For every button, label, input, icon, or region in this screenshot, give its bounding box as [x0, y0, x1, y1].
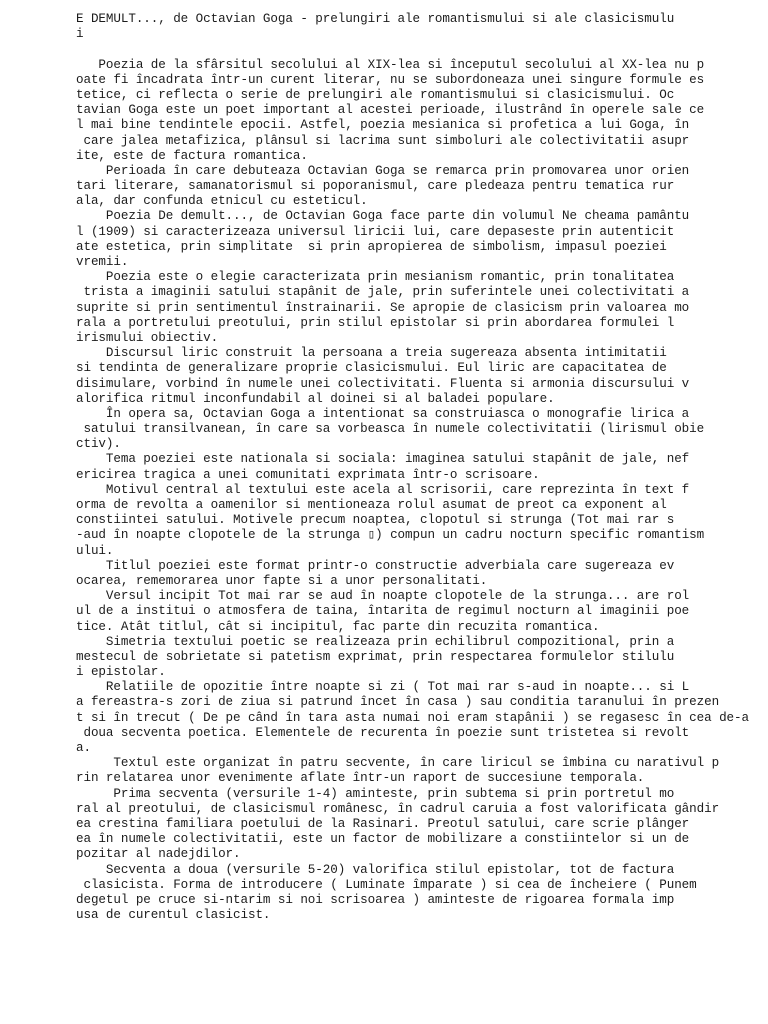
text-line: ctiv).	[76, 437, 121, 452]
text-line: disimulare, vorbind în numele unei colectivitati. Fluenta si armonia discursului v	[76, 376, 690, 391]
text-line: mestecul de sobrietate si patetism exprimat, prin respectarea formulelor stilulu	[76, 649, 675, 664]
text-line: Motivul central al textului este acela al scrisorii, care reprezinta în text f	[76, 482, 690, 497]
text-line: ea crestina familiara poetului de la Rasinari. Preotul satului, care scrie plânger	[76, 816, 690, 831]
text-line: i epistolar.	[76, 665, 166, 680]
title-line: E DEMULT..., de Octavian Goga - prelungiri ale romantismului si ale clasicismulu	[76, 12, 675, 26]
text-line: Tema poeziei este nationala si sociala: imaginea satului stapânit de jale, nef	[76, 452, 690, 467]
text-line: a.	[76, 741, 91, 755]
text-line: ate estetica, prin simplitate si prin apropierea de simbolism, impasul poeziei	[76, 239, 667, 254]
text-line: rin relatarea unor evenimente aflate într-un raport de succesiune temporala.	[76, 771, 645, 786]
text-line: l (1909) si caracterizeaza universul liricii lui, care depaseste prin autenticit	[76, 224, 675, 239]
text-line	[76, 42, 766, 57]
text-line: ul de a institui o atmosfera de taina, întarita de regimul nocturn al imaginii poe	[76, 604, 690, 619]
text-line: În opera sa, Octavian Goga a intentionat sa construiasca o monografie lirica a	[76, 406, 690, 421]
text-line: t si în trecut ( De pe când în tara asta numai noi eram stapânii ) se regasesc în cea de-a	[76, 710, 749, 725]
text-line: Discursul liric construit la persoana a treia sugereaza absenta intimitatii	[76, 346, 667, 361]
text-line: rala a portretului preotului, prin stilul epistolar si prin abordarea formulei l	[76, 315, 675, 330]
text-line: Textul este organizat în patru secvente, în care liricul se îmbina cu narativul p	[76, 756, 720, 771]
document-body	[76, 12, 766, 923]
text-line: Poezia de la sfârsitul secolului al XIX-lea si începutul secolului al XX-lea nu p	[76, 57, 705, 72]
text-line: Poezia De demult..., de Octavian Goga face parte din volumul Ne cheama pamântu	[76, 209, 690, 224]
text-line: Prima secventa (versurile 1-4) aminteste, prin subtema si prin portretul mo	[76, 786, 675, 801]
text-line: usa de curentul clasicist.	[76, 908, 271, 923]
text-line: l mai bine tendintele epocii. Astfel, poezia mesianica si profetica a lui Goga, în	[76, 118, 690, 133]
title-line: i	[76, 27, 84, 42]
text-line: clasicista. Forma de introducere ( Luminate împarate ) si cea de încheiere ( Punem	[76, 877, 697, 892]
text-line: constiintei satului. Motivele precum noaptea, clopotul si strunga (Tot mai rar s	[76, 513, 675, 528]
text-line: care jalea metafizica, plânsul si lacrima sunt simboluri ale colectivitatii asupr	[76, 133, 690, 148]
text-line: trista a imaginii satului stapânit de jale, prin suferintele unei colectivitati a	[76, 285, 690, 300]
text-line: ericirea tragica a unei comunitati exprimata într-o scrisoare.	[76, 467, 540, 482]
text-line: ala, dar confunda etnicul cu esteticul.	[76, 194, 368, 209]
text-line: Perioada în care debuteaza Octavian Goga se remarca prin promovarea unor orien	[76, 163, 690, 178]
text-line: Versul incipit Tot mai rar se aud în noapte clopotele de la strunga... are rol	[76, 589, 690, 604]
text-line: Poezia este o elegie caracterizata prin mesianism romantic, prin tonalitatea	[76, 270, 675, 285]
text-line: tari literare, samanatorismul si poporanismul, care pledeaza pentru tematica rur	[76, 179, 675, 194]
text-line: satului transilvanean, în care sa vorbeasca în numele colectivitatii (lirismul obie	[76, 422, 705, 437]
text-line: pozitar al nadejdilor.	[76, 847, 241, 862]
text-line: -aud în noapte clopotele de la strunga ▯) compun un cadru nocturn specific romantism	[76, 528, 705, 543]
text-line: Secventa a doua (versurile 5-20) valorifica stilul epistolar, tot de factura	[76, 862, 675, 877]
text-line: degetul pe cruce si-ntarim si noi scrisoarea ) aminteste de rigoarea formala imp	[76, 892, 675, 907]
text-line: si tendinta de generalizare proprie clasicismului. Eul liric are capacitatea de	[76, 361, 667, 376]
text-line: ite, este de factura romantica.	[76, 148, 308, 163]
text-line: ului.	[76, 543, 114, 558]
text-line: irismului obiectiv.	[76, 330, 219, 345]
text-line: tetice, ci reflecta o serie de prelungiri ale romantismului si clasicismului. Oc	[76, 87, 675, 102]
text-line: a fereastra-s zori de ziua si patrund încet în casa ) sau conditia taranului în prezen	[76, 695, 720, 710]
text-line: alorifica ritmul inconfundabil al doinei si al baladei populare.	[76, 391, 555, 406]
text-line: tavian Goga este un poet important al acestei perioade, ilustrând în operele sale ce	[76, 103, 705, 118]
text-line: doua secventa poetica. Elementele de recurenta în poezie sunt tristetea si revolt	[76, 725, 690, 740]
text-line: Relatiile de opozitie între noapte si zi ( Tot mai rar s-aud in noapte... si L	[76, 680, 690, 695]
text-line: ea în numele colectivitatii, este un factor de mobilizare a constiintelor si un de	[76, 832, 690, 847]
text-line: suprite si prin sentimentul înstrainarii. Se apropie de clasicism prin valoarea mo	[76, 300, 690, 315]
text-line: Titlul poeziei este format printr-o constructie adverbiala care sugereaza ev	[76, 558, 675, 573]
text-line: Simetria textului poetic se realizeaza prin echilibrul compozitional, prin a	[76, 634, 675, 649]
text-line: vremii.	[76, 255, 129, 269]
text-line: ocarea, rememorarea unor fapte si a unor personalitati.	[76, 573, 488, 588]
text-line: orma de revolta a oamenilor si mentioneaza rolul asumat de preot ca exponent al	[76, 498, 667, 512]
text-line: oate fi încadrata într-un curent literar, nu se subordoneaza unei singure formule es	[76, 72, 705, 87]
text-line: ral al preotului, de clasicismul românesc, în cadrul caruia a fost valorificata gândir	[76, 801, 720, 816]
text-line: tice. Atât titlul, cât si incipitul, fac parte din recuzita romantica.	[76, 619, 600, 634]
